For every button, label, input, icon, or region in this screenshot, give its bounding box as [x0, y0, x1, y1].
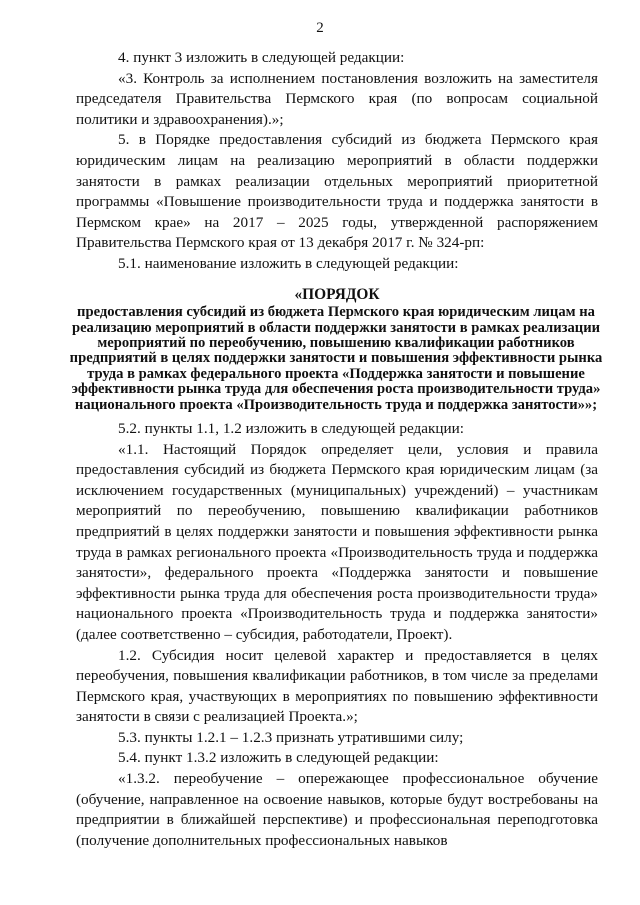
paragraph: «1.3.2. переобучение – опережающее профессиональное обучение (обучение, направленное на освоение навыков, которые будут востребованы на предприятии в ближайшей перспективе) и профессиональная переподготовка (получение дополнительных профессиональных навыков	[76, 770, 598, 849]
document-body	[69, 48, 603, 851]
page-number: 2	[316, 20, 324, 36]
paragraph: «3. Контроль за исполнением постановления возложить на заместителя председателя Правительства Пермского края (по вопросам социальной политики и здравоохранения).»;	[76, 69, 598, 128]
paragraph: 4. пункт 3 изложить в следующей редакции:	[118, 49, 405, 66]
paragraph: «1.1. Настоящий Порядок определяет цели, условия и правила предоставления субсидий из бюджета Пермского края юридическим лицам (за исключением государственных (муниципальных) учреждений) – участникам мероприятий по переобучению, повышению квалификации работников предприятий в целях поддержки занятости и повышения эффективности рынка труда в рамках регионального проекта «Производительность труда и поддержка занятости», федерального проекта «Поддержка занятости и повышение эффективности рынка труда для обеспечения роста производительности труда» национального проекта «Производительность труда и поддержка занятости» (далее соответственно – субсидия, работодатели, Проект).	[76, 440, 598, 643]
paragraph: 1.2. Субсидия носит целевой характер и предоставляется в целях переобучения, повышения квалификации работников, в том числе за пределами Пермского края, участвующих в мероприятиях по повышению эффективности занятости в связи с реализацией Проекта.»;	[76, 646, 598, 726]
paragraph: 5.1. наименование изложить в следующей редакции:	[118, 254, 459, 272]
paragraph: 5.3. пункты 1.2.1 – 1.2.3 признать утратившими силу;	[118, 728, 464, 746]
heading-title: «ПОРЯДОК	[294, 285, 380, 303]
paragraph: 5.4. пункт 1.3.2 изложить в следующей редакции:	[118, 749, 439, 767]
heading-subtitle: предоставления субсидий из бюджета Пермского края юридическим лицам на реализацию мероприятий в области поддержки занятости в рамках реализации мероприятий по переобучению, повышению квалификации работников предприятий в целях поддержки занятости и повышения эффективности рынка труда в рамках федерального проекта «Поддержка занятости и повышение эффективности рынка труда для обеспечения роста производительности труда» национального проекта «Производительность труда и поддержка занятости»»;	[69, 304, 603, 413]
paragraph: 5.2. пункты 1.1, 1.2 изложить в следующей редакции:	[118, 419, 464, 437]
paragraph: 5. в Порядке предоставления субсидий из бюджета Пермского края юридическим лицам на реализацию мероприятий в области поддержки занятости в рамках реализации отдельных мероприятий приоритетной программы «Повышение производительности труда и поддержка занятости в Пермском крае» на 2017 – 2025 годы, утвержденной распоряжением Правительства Пермского края от 13 декабря 2017 г. № 324-рп:	[76, 131, 598, 252]
